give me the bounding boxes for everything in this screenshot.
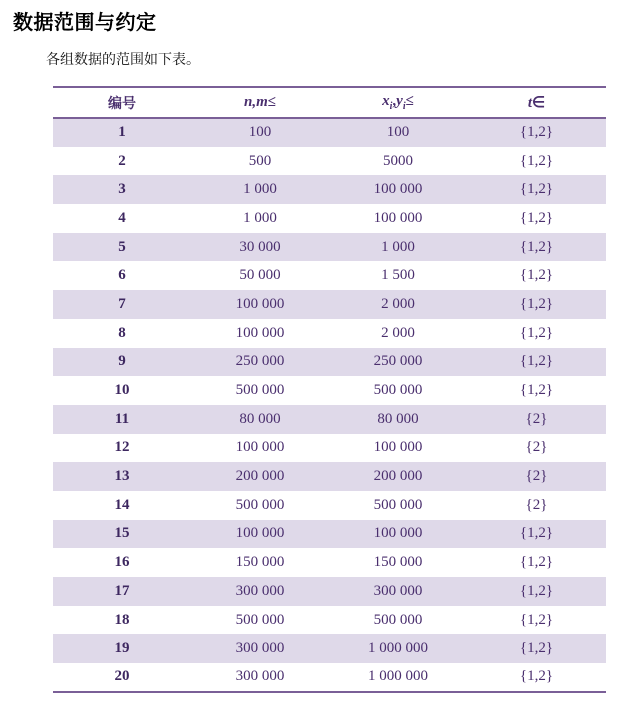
cell-nm: 30 000 — [239, 238, 281, 255]
cell-id: 13 — [114, 468, 130, 485]
cell-nm: 250 000 — [235, 353, 285, 370]
cell-nm: 50 000 — [239, 267, 281, 284]
cell-t: {2} — [525, 410, 548, 427]
cell-nm: 300 000 — [191, 663, 329, 692]
header-xy-sep: , — [392, 93, 397, 109]
cell-id: 7 — [118, 295, 126, 312]
header-x-sub: i — [389, 101, 393, 112]
cell-xy: 80 000 — [377, 410, 419, 427]
cell-t: {1,2} — [519, 640, 554, 657]
cell-nm: 100 — [248, 124, 272, 141]
cell-nm: 500 000 — [235, 496, 285, 513]
cell-t: {1,2} — [519, 611, 554, 628]
cell-t: {1,2} — [519, 382, 554, 399]
table-row — [53, 634, 606, 663]
cell-xy: 1 000 000 — [329, 663, 467, 692]
table-row — [53, 233, 606, 262]
header-xy — [329, 87, 467, 118]
table-row — [53, 147, 606, 176]
cell-t: {1,2} — [519, 582, 554, 599]
cell-nm: 500 000 — [235, 382, 285, 399]
table-row — [53, 462, 606, 491]
cell-id: 14 — [114, 496, 130, 513]
cell-id: 18 — [114, 611, 130, 628]
table-row — [53, 491, 606, 520]
cell-t: {2} — [525, 468, 548, 485]
cell-xy: 100 000 — [373, 181, 423, 198]
header-t — [467, 87, 606, 118]
table-row — [53, 376, 606, 405]
cell-xy: 300 000 — [373, 582, 423, 599]
cell-xy: 100 000 — [373, 525, 423, 542]
cell-id: 17 — [114, 582, 130, 599]
table-row — [53, 434, 606, 463]
table-row — [53, 118, 606, 147]
cell-id: 11 — [114, 410, 130, 427]
header-t-var: t — [527, 95, 533, 111]
cell-xy: 100 000 — [373, 209, 423, 226]
cell-xy: 500 000 — [373, 382, 423, 399]
cell-t: {1,2} — [519, 238, 554, 255]
header-x-var: x — [382, 93, 390, 109]
cell-t: {1,2} — [519, 124, 554, 141]
cell-xy: 500 000 — [373, 496, 423, 513]
table-row — [53, 520, 606, 549]
page-title: 数据范围与约定 — [13, 10, 157, 34]
cell-id: 20 — [53, 663, 191, 692]
header-t-relation: ∈ — [532, 95, 546, 111]
cell-xy: 2 000 — [381, 295, 415, 312]
cell-nm: 300 000 — [235, 582, 285, 599]
table-row — [53, 548, 606, 577]
cell-id: 8 — [118, 324, 126, 341]
cell-xy: 200 000 — [373, 468, 423, 485]
cell-t: {2} — [525, 439, 548, 456]
cell-xy: 250 000 — [373, 353, 423, 370]
cell-id: 9 — [118, 353, 126, 370]
cell-t: {1,2} — [519, 152, 554, 169]
cell-nm: 1 000 — [243, 209, 277, 226]
cell-nm: 500 000 — [235, 611, 285, 628]
cell-nm: 100 000 — [235, 525, 285, 542]
cell-nm: 80 000 — [239, 410, 281, 427]
cell-nm: 1 000 — [243, 181, 277, 198]
table-row — [53, 577, 606, 606]
header-nm — [191, 87, 329, 118]
cell-xy: 100 000 — [373, 439, 423, 456]
cell-nm: 100 000 — [235, 439, 285, 456]
header-nm-relation: ≤ — [267, 94, 276, 110]
table-row — [53, 405, 606, 434]
cell-xy: 2 000 — [381, 324, 415, 341]
cell-xy: 1 000 — [381, 238, 415, 255]
cell-id: 12 — [114, 439, 130, 456]
cell-xy: 150 000 — [373, 554, 423, 571]
cell-nm: 200 000 — [235, 468, 285, 485]
cell-id: 19 — [114, 640, 130, 657]
table-row — [53, 348, 606, 377]
cell-xy: 1 500 — [381, 267, 415, 284]
cell-t: {2} — [525, 496, 548, 513]
cell-t: {1,2} — [519, 554, 554, 571]
cell-id: 3 — [118, 181, 126, 198]
cell-id: 4 — [118, 209, 126, 226]
cell-nm: 100 000 — [235, 324, 285, 341]
cell-id: 5 — [118, 238, 126, 255]
table-header-row — [53, 87, 606, 118]
cell-xy: 100 — [386, 124, 410, 141]
header-id: 编号 — [53, 87, 191, 118]
cell-xy: 5000 — [383, 152, 413, 169]
header-y-sub: i — [402, 101, 406, 112]
header-y-var: y — [396, 93, 403, 109]
table-row — [53, 290, 606, 319]
cell-t: {1,2} — [519, 181, 554, 198]
cell-t: {1,2} — [519, 324, 554, 341]
cell-id: 2 — [118, 152, 126, 169]
cell-nm: 300 000 — [235, 640, 285, 657]
header-nm-vars: n,m — [244, 94, 268, 110]
cell-nm: 500 — [248, 152, 272, 169]
cell-t: {1,2} — [519, 525, 554, 542]
intro-text: 各组数据的范围如下表。 — [46, 52, 200, 68]
cell-id: 1 — [118, 124, 126, 141]
table-row — [53, 261, 606, 290]
cell-t: {1,2} — [467, 663, 606, 692]
cell-id: 6 — [118, 267, 126, 284]
table-row — [53, 204, 606, 233]
cell-xy: 1 000 000 — [368, 640, 428, 657]
header-xy-relation: ≤ — [405, 93, 414, 109]
cell-t: {1,2} — [519, 267, 554, 284]
table-body — [53, 118, 606, 692]
cell-t: {1,2} — [519, 209, 554, 226]
cell-id: 10 — [114, 382, 130, 399]
cell-nm: 100 000 — [235, 295, 285, 312]
table-row — [53, 606, 606, 635]
table-row — [53, 175, 606, 204]
cell-id: 16 — [114, 554, 130, 571]
cell-id: 15 — [114, 525, 130, 542]
table-row — [53, 663, 606, 692]
cell-nm: 150 000 — [235, 554, 285, 571]
cell-t: {1,2} — [519, 295, 554, 312]
table-row — [53, 319, 606, 348]
cell-t: {1,2} — [519, 353, 554, 370]
data-range-table — [53, 86, 606, 693]
cell-xy: 500 000 — [373, 611, 423, 628]
